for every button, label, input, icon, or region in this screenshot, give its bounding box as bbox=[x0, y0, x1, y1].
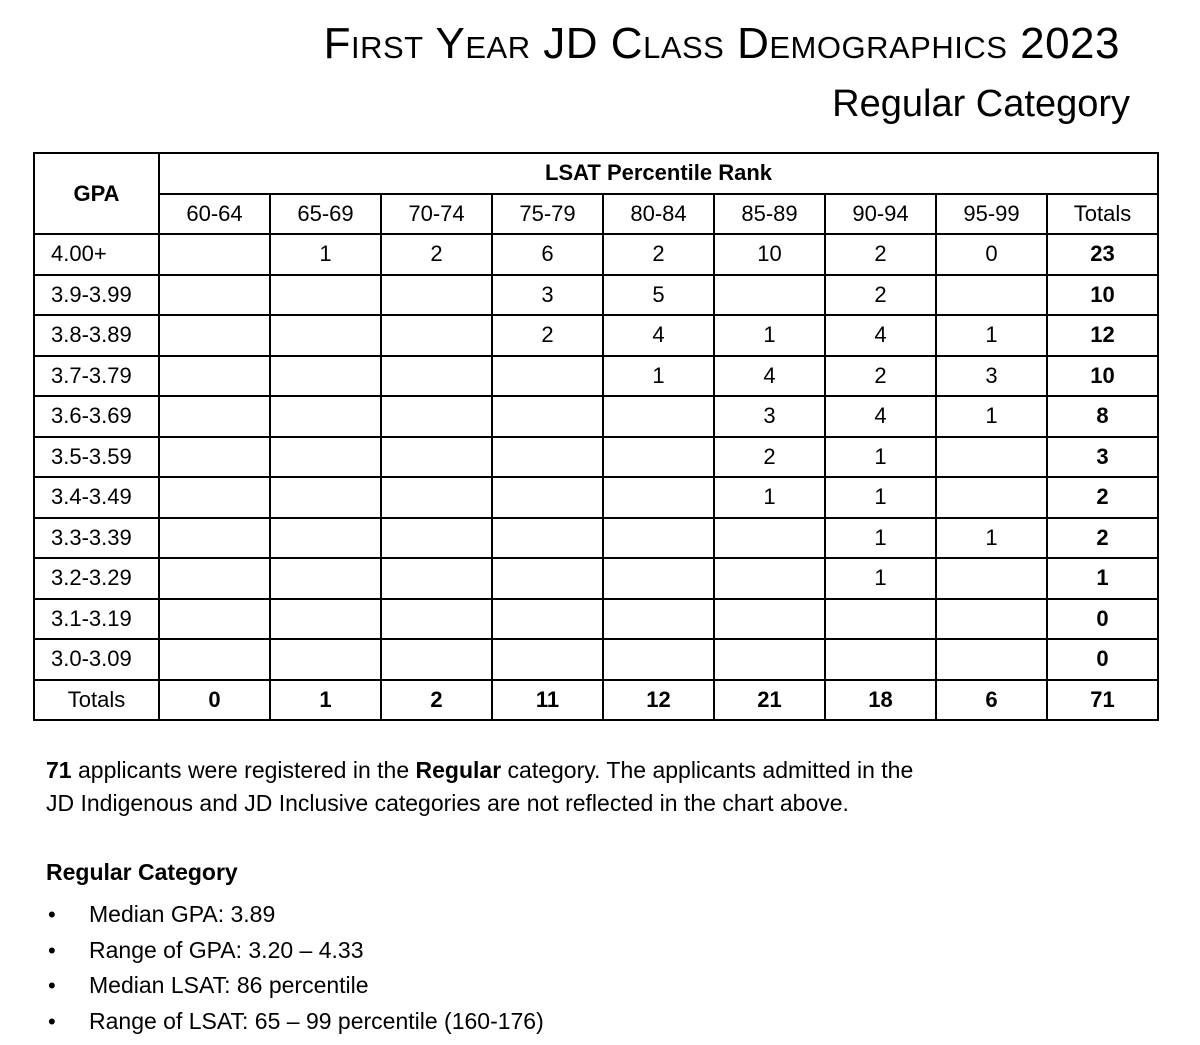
table-cell bbox=[270, 437, 381, 478]
stats-list bbox=[46, 897, 544, 1039]
table-cell: 2 bbox=[492, 315, 603, 356]
table-cell: 2 bbox=[825, 234, 936, 275]
totals-row bbox=[34, 680, 1158, 721]
table-cell: 4 bbox=[714, 356, 825, 397]
table-cell bbox=[492, 639, 603, 680]
table-row bbox=[34, 396, 1158, 437]
table-cell bbox=[381, 518, 492, 559]
table-cell bbox=[159, 558, 270, 599]
row-total-cell: 0 bbox=[1047, 599, 1158, 640]
table-row bbox=[34, 315, 1158, 356]
note-count: 71 bbox=[46, 757, 72, 783]
table-cell bbox=[492, 477, 603, 518]
table-cell bbox=[825, 639, 936, 680]
table-cell: 4 bbox=[603, 315, 714, 356]
table-cell bbox=[936, 639, 1047, 680]
bullet-icon: • bbox=[48, 902, 56, 927]
column-total-cell: 1 bbox=[270, 680, 381, 721]
gpa-row-label: 3.4-3.49 bbox=[34, 477, 159, 518]
row-total-cell: 2 bbox=[1047, 518, 1158, 559]
row-total-cell: 10 bbox=[1047, 356, 1158, 397]
page-title: First Year JD Class Demographics 2023 bbox=[323, 19, 1120, 68]
table-row bbox=[34, 477, 1158, 518]
table-cell bbox=[492, 437, 603, 478]
gpa-row-label: 3.1-3.19 bbox=[34, 599, 159, 640]
table-body bbox=[34, 234, 1158, 720]
table-cell bbox=[381, 275, 492, 316]
gpa-row-label: 3.2-3.29 bbox=[34, 558, 159, 599]
table-row bbox=[34, 356, 1158, 397]
table-cell bbox=[714, 639, 825, 680]
table-cell: 1 bbox=[714, 315, 825, 356]
stats-item-text: Range of GPA: 3.20 – 4.33 bbox=[89, 936, 364, 963]
column-header: 65-69 bbox=[270, 194, 381, 235]
table-cell: 1 bbox=[825, 437, 936, 478]
table-row bbox=[34, 234, 1158, 275]
note-text-3: JD Indigenous and JD Inclusive categories are not reflected in the chart above. bbox=[46, 790, 849, 816]
table-cell bbox=[603, 477, 714, 518]
table-cell: 4 bbox=[825, 396, 936, 437]
table-cell: 6 bbox=[492, 234, 603, 275]
column-header: 60-64 bbox=[159, 194, 270, 235]
table-cell: 2 bbox=[603, 234, 714, 275]
note-category: Regular bbox=[415, 757, 502, 783]
table-cell bbox=[603, 558, 714, 599]
table-cell bbox=[492, 518, 603, 559]
demographics-table bbox=[33, 152, 1159, 721]
table-cell bbox=[270, 518, 381, 559]
row-total-cell: 23 bbox=[1047, 234, 1158, 275]
stats-item-text: Range of LSAT: 65 – 99 percentile (160-176) bbox=[89, 1007, 544, 1034]
table-cell: 1 bbox=[825, 558, 936, 599]
table-cell: 1 bbox=[936, 315, 1047, 356]
table-cell bbox=[270, 558, 381, 599]
table-cell bbox=[159, 437, 270, 478]
column-total-cell: 21 bbox=[714, 680, 825, 721]
gpa-row-label: 3.3-3.39 bbox=[34, 518, 159, 559]
table-row bbox=[34, 518, 1158, 559]
row-total-cell: 10 bbox=[1047, 275, 1158, 316]
table-cell: 10 bbox=[714, 234, 825, 275]
page-subtitle: Regular Category bbox=[832, 83, 1130, 125]
column-header: 80-84 bbox=[603, 194, 714, 235]
note-text-2: category. The applicants admitted in the bbox=[501, 757, 914, 783]
stats-item bbox=[46, 897, 544, 933]
row-total-cell: 8 bbox=[1047, 396, 1158, 437]
bullet-icon: • bbox=[48, 973, 56, 998]
table-row bbox=[34, 599, 1158, 640]
table-cell bbox=[714, 275, 825, 316]
table-cell: 2 bbox=[381, 234, 492, 275]
row-total-cell: 1 bbox=[1047, 558, 1158, 599]
column-total-cell: 12 bbox=[603, 680, 714, 721]
table-cell bbox=[159, 599, 270, 640]
table-cell: 5 bbox=[603, 275, 714, 316]
table-cell: 3 bbox=[936, 356, 1047, 397]
stats-heading: Regular Category bbox=[46, 859, 238, 885]
lsat-group-header: LSAT Percentile Rank bbox=[159, 153, 1158, 194]
table-cell bbox=[936, 599, 1047, 640]
note-text-1: applicants were registered in the bbox=[71, 757, 416, 783]
table-cell bbox=[159, 315, 270, 356]
table-cell bbox=[714, 518, 825, 559]
table-cell bbox=[270, 599, 381, 640]
table-cell: 3 bbox=[714, 396, 825, 437]
column-total-cell: 2 bbox=[381, 680, 492, 721]
stats-item bbox=[46, 968, 544, 1004]
table-cell bbox=[714, 599, 825, 640]
stats-item bbox=[46, 1004, 544, 1040]
table-cell bbox=[159, 234, 270, 275]
table-cell bbox=[159, 639, 270, 680]
table-cell bbox=[159, 518, 270, 559]
table-cell: 1 bbox=[825, 518, 936, 559]
table-cell bbox=[492, 396, 603, 437]
gpa-row-label: 3.7-3.79 bbox=[34, 356, 159, 397]
column-header: 70-74 bbox=[381, 194, 492, 235]
table-cell bbox=[381, 639, 492, 680]
table-cell bbox=[603, 639, 714, 680]
table-row bbox=[34, 437, 1158, 478]
table-cell bbox=[492, 599, 603, 640]
table-cell bbox=[381, 599, 492, 640]
table-cell: 1 bbox=[936, 518, 1047, 559]
table-cell bbox=[381, 396, 492, 437]
table-cell bbox=[270, 275, 381, 316]
column-total-cell: 18 bbox=[825, 680, 936, 721]
table-row bbox=[34, 639, 1158, 680]
stats-item bbox=[46, 933, 544, 969]
gpa-row-label: 3.0-3.09 bbox=[34, 639, 159, 680]
row-total-cell: 12 bbox=[1047, 315, 1158, 356]
totals-row-label: Totals bbox=[34, 680, 159, 721]
table-cell bbox=[936, 558, 1047, 599]
table-cell bbox=[714, 558, 825, 599]
table-cell: 0 bbox=[936, 234, 1047, 275]
table-cell bbox=[381, 356, 492, 397]
stats-item-text: Median GPA: 3.89 bbox=[89, 901, 276, 927]
row-total-cell: 3 bbox=[1047, 437, 1158, 478]
gpa-column-header: GPA bbox=[34, 153, 159, 234]
column-header-row bbox=[34, 194, 1158, 235]
table-cell bbox=[270, 477, 381, 518]
bullet-icon: • bbox=[48, 1008, 56, 1034]
column-header: 75-79 bbox=[492, 194, 603, 235]
stats-item-text: Median LSAT: 86 percentile bbox=[89, 972, 369, 998]
table-cell bbox=[936, 275, 1047, 316]
table-cell bbox=[381, 477, 492, 518]
table-cell: 1 bbox=[714, 477, 825, 518]
row-total-cell: 2 bbox=[1047, 477, 1158, 518]
table-cell bbox=[603, 437, 714, 478]
table-cell bbox=[159, 396, 270, 437]
table-cell bbox=[603, 396, 714, 437]
table-cell bbox=[159, 275, 270, 316]
column-header: 95-99 bbox=[936, 194, 1047, 235]
table-row bbox=[34, 558, 1158, 599]
gpa-row-label: 3.8-3.89 bbox=[34, 315, 159, 356]
column-header-totals: Totals bbox=[1047, 194, 1158, 235]
table-cell bbox=[381, 437, 492, 478]
table-cell bbox=[492, 356, 603, 397]
table-cell bbox=[381, 315, 492, 356]
column-header: 90-94 bbox=[825, 194, 936, 235]
gpa-row-label: 3.6-3.69 bbox=[34, 396, 159, 437]
table-cell bbox=[381, 558, 492, 599]
gpa-row-label: 3.9-3.99 bbox=[34, 275, 159, 316]
column-header: 85-89 bbox=[714, 194, 825, 235]
table-cell: 4 bbox=[825, 315, 936, 356]
column-total-cell: 6 bbox=[936, 680, 1047, 721]
table-cell bbox=[936, 437, 1047, 478]
table-cell bbox=[159, 356, 270, 397]
bullet-icon: • bbox=[48, 937, 56, 963]
table-cell bbox=[936, 477, 1047, 518]
table-cell: 2 bbox=[825, 275, 936, 316]
table-cell: 1 bbox=[603, 356, 714, 397]
table-cell bbox=[159, 477, 270, 518]
table-cell bbox=[603, 518, 714, 559]
registration-note bbox=[46, 754, 1046, 820]
table-cell: 1 bbox=[270, 234, 381, 275]
table-cell bbox=[270, 639, 381, 680]
table-cell bbox=[825, 599, 936, 640]
table-cell: 1 bbox=[825, 477, 936, 518]
table-cell bbox=[603, 599, 714, 640]
grand-total-cell: 71 bbox=[1047, 680, 1158, 721]
column-total-cell: 11 bbox=[492, 680, 603, 721]
table-cell: 3 bbox=[492, 275, 603, 316]
gpa-row-label: 3.5-3.59 bbox=[34, 437, 159, 478]
column-total-cell: 0 bbox=[159, 680, 270, 721]
table-cell bbox=[270, 356, 381, 397]
table-cell bbox=[270, 315, 381, 356]
row-total-cell: 0 bbox=[1047, 639, 1158, 680]
table-row bbox=[34, 275, 1158, 316]
table-cell bbox=[270, 396, 381, 437]
gpa-row-label: 4.00+ bbox=[34, 234, 159, 275]
table-cell: 2 bbox=[714, 437, 825, 478]
table-cell bbox=[492, 558, 603, 599]
table-cell: 2 bbox=[825, 356, 936, 397]
table-cell: 1 bbox=[936, 396, 1047, 437]
